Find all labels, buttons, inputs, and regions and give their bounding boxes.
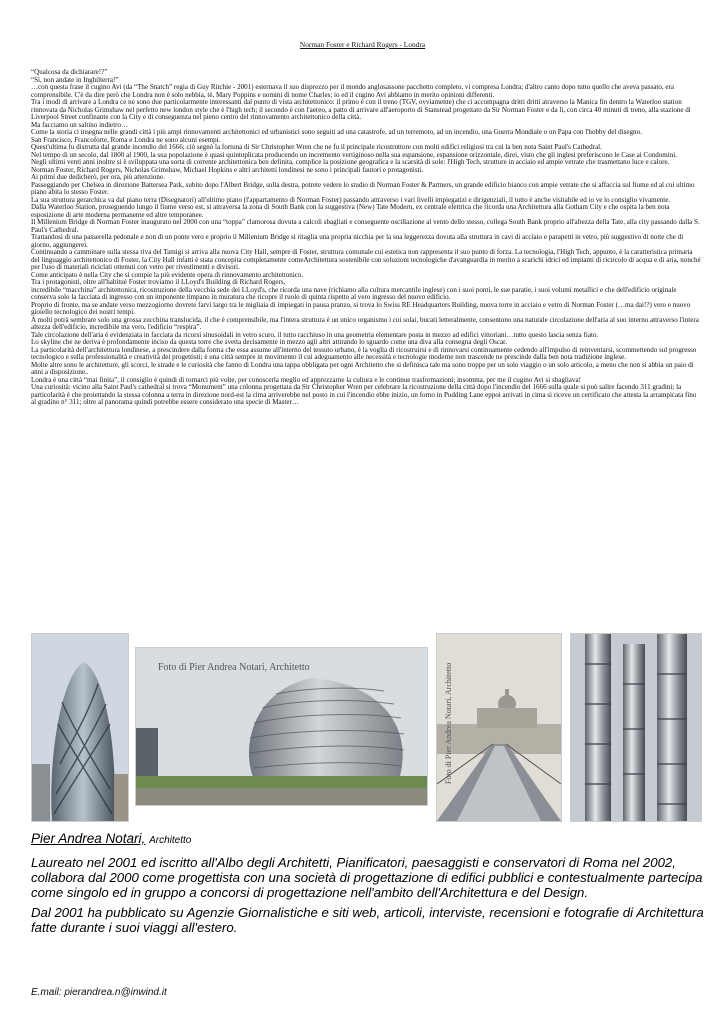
article-paragraph: Passeggiando per Chelsea in direzione Battersea Park, subito dopo l'Albert Bridge, sulla destra, potrete vedere lo studio di Norman Foster & Partners, un grande edificio bianco con ampie vetrate che si affaccia sul fiume ed al cui ultimo piano abita lo stesso Foster. [31, 180, 695, 196]
article-paragraph: Londra è una città “mai finita”, il consiglio è quindi di tornarci più volte, per conoscerla meglio ed apprezzarne la cultura e le continue trasformazioni; insomma, per me il cugino Avi si sbagliava! [31, 375, 581, 384]
article-paragraph: Molte altre sono le architetture, gli scorci, le strade e le curiosità che fanno di Londra una tappa obbligata per ogni Architetto che si definisca tale ma sono troppe per un solo viaggio o un solo articolo, a meno che non si abbia un paio di anni a disposizione.. [31, 360, 694, 376]
article-paragraph: Proprio di fronte, ma se andate verso mezzogiorno dovrete farvi largo tra le migliaia di impiegati in pausa pranzo, si trova lo Swiss RE Headquarters Building, nuova torre in acciaio e vetro di Norman Foster (…ma dai!?) vero e nuovo gioiello tecnologico dei nostri tempi. [31, 300, 691, 316]
article-paragraph: Il Millenium Bridge di Norman Foster inaugurato nel 2000 con una “toppa” clamorosa dovuta a calcoli sbagliati e conseguente oscillazione al vento dello stesso, collega South Bank proprio all'altezza della Tate, alla city passando dalla S. Paul's Cathedral. [31, 218, 700, 234]
article-paragraph: Norman Foster, Richard Rogers, Nicholas Grimshaw, Michael Hopkins e altri architetti londinesi ne sono i principali fautori e protagonisti. [31, 165, 424, 174]
article-paragraph: incredibile “macchina” architettonica, ricostruzione della vecchia sede dei LLoyd's, che ricorda una nave (richiamo alla cultura mercantile inglese) con i suoi ponti, le sue paratie, i suoi volumi metallici e che dell'edificio originale conserva solo la facciata di ingresso con un imponente timpano in muratura che ricopre il ruolo di quinta rispetto al vero ingresso del nuovo edificio. [31, 285, 677, 301]
article-paragraph: Tra i protagonisti, oltre all'habitué Foster troviamo il LLoyd's Building di Richard Rogers, [31, 278, 286, 286]
article-paragraph: “Si, non andate in Inghilterra!” [31, 75, 119, 84]
article-paragraph: Tale circolazione dell'aria è evidenziata in facciata da ricorsi sinusoidali in vetro scuro, il tutto racchiuso in una geometria elementare posta in mezzo ad edifici vittoriani…tutto questo lascia senza fiato. [31, 330, 599, 339]
page-title: Norman Foster e Richard Rogers - Londra [299, 40, 426, 49]
article-paragraph: “Qualcosa da dichiarare!?” [31, 68, 108, 76]
article-body [31, 69, 701, 407]
article-paragraph: La sua struttura gerarchica va dal piano terra (Disegnatori) all'ultimo piano (l'appartamento di Norman Foster) passando attraverso i vari livelli impiegatizi e dirigenziali, il tutto è anche visitabile ed io ve lo consiglio vivamente. [31, 195, 671, 204]
photo-city-hall [135, 647, 428, 806]
article-paragraph: Una curiosità: vicino alla Saint Paul's cathedral si trova “Monument” una colonna progettata da Sir Christopher Wren per celebrare la ricostruzione della città dopo l'incendio del 1666 sulla quale si può salire facendo 311 gradini; la particolarità è che proiettando la stessa colonna a terra in direzione nord-est la cima arriverebbe nel posto in cui l'incendio ebbe inizio, un forno in Pudding Lane eppoi arrivati in cima si riceve un certificato che attesta la arrampicata fino al gradino n° 311; oltre al panorama quindi potrebbe essere considerato una specie di Master… [31, 383, 697, 406]
article-paragraph: Trattandosi di una passerella pedonale e non di un ponte vero e proprio il Millenium Bridge si ritaglia una propria nicchia per la sua leggerezza dovuta alla struttura in cavi di acciaio e parapetti in vetro, più suggestivo di notte che di giorno, aggiungerei. [31, 233, 684, 249]
author-email: E.mail: pierandrea.n@inwind.it [31, 987, 167, 998]
article-paragraph: Ai primi due dedicherò, per ora, più attenzione. [31, 173, 165, 181]
article-paragraph: Continuando a camminare sulla stessa riva del Tamigi si arriva alla nuova City Hall, sempre di Foster, struttura comunale cui estetica non rappresenta il suo punto di forza. La tecnologia, l'High Tech, appunto, è la caratteristica primaria del linguaggio architettonico di Foster, la City Hall infatti è stata concepita completamente comeArchitettura sostenibile con soluzioni tecnologiche d'avanguardia in merito a scarichi idrici ed impianti di ricircolo di acqua e di aria, nonché per l'uso di materiali riciclati ottenuti con vetro per rivestimenti e divisori. [31, 248, 701, 271]
article-paragraph: Come anticipato è nella City che si compie la più evidente opera di rinnovamento architettonico. [31, 270, 304, 279]
article-paragraph: Nel tempo di un secolo, dal 1800 al 1900, la sua popolazione è quasi quintuplicata producendo un incremento vertiginoso nella sua espansione, espansione orizzontale, direi, visto che gli inglesi preferiscono le Case ai Condomini. [31, 150, 677, 159]
photo-caption: Foto di Pier Andrea Notari, Architetto [444, 662, 453, 784]
photo-caption: Foto di Pier Andrea Notari, Architetto [158, 662, 310, 673]
author-role: Architetto [149, 835, 192, 846]
article-paragraph: Lo skyline che ne deriva è profondamente inciso da questa torre che svetta decisamente in mezzo agli altri attirando lo sguardo come una diva alla consegna degli Oscar. [31, 338, 507, 346]
photo-lloyds-building [570, 633, 702, 822]
article-paragraph: Ma facciamo un saltino indietro… [31, 120, 129, 129]
article-paragraph: San Francisco, Francoforte, Roma e Londra ne sono alcuni esempi. [31, 135, 221, 144]
author-bio: Dal 2001 ha pubblicato su Agenzie Giornalistiche e siti web, articoli, interviste, recensioni e fotografie di Architettura fatte durante i suoi viaggi all'estero. [31, 904, 704, 935]
article-paragraph: Tra i modi di arrivare a Londra ce ne sono due particolarmente interessanti dal punto di vista architettonico: il primo è con il treno (TGV, ovviamente) che ci accompagna dritti dritti atraverso la Manica fin dentro la Waterloo station rinnovata da Nicholas Grimshaw nel perfetto new london style che è l'high tech; il secondo è con l'aereo, a patto di arrivare all'aeroporto di Stanstead progettato da Sir Norman Foster e da lì, con circa 40 minuti di treno, alla stazione di Liverpool Street confinante con la City e di conseguenza nel pieno centro del rinnovamento architettonico della città. [31, 98, 691, 121]
article-paragraph: La particolarità dell'architettura londinese, a prescindere dalla forma che essa assume all'interno del tessuto urbano, è la voglia di ricostruirsi e di rinnovarsi continuamente cedendo all'impulso di reinventarsi, scommettendo sul progresso tecnologico e sulla professionalità e creatività dei progettisti; è una città sempre in movimento il cui adeguamento alle necessità e tecnologie moderne non trascende ne prescinde dalla ben nota tradizione inglese. [31, 345, 697, 361]
article-paragraph: Negli ultimi venti anni inoltre si è sviluppata una sorta di corrente architettonica ben definita, complice la posizione geografica e la scarsità di sole: l'High Tech, strutture in acciaio ed ampie vetrate che trasmettano luce e calore. [31, 158, 670, 166]
photo-swiss-re-tower [31, 633, 129, 822]
article-paragraph: Quest'ultima fu distrutta dal grande incendio del 1666; ciò segnò la fortuna di Sir Christopher Wren che ne fu il principale ricostruttore con molti edifici religiosi tra cui la ben nota Saint Paul's Cathedral. [31, 143, 602, 151]
author-bio: Laureato nel 2001 ed iscritto all'Albo degli Architetti, Pianificatori, paesaggisti e conservatori di Roma nel 2002, collabora dal 2000 come progettista con una società di progettazione di edifici pubblici e contestualmente partecipa come singolo ed in gruppo a concorsi di progettazione nell'ambito dell'Architettura e del Design. [31, 855, 703, 901]
article-paragraph: Come la storia ci insegna nelle grandi città i più ampi rinnovamenti architettonici ed urbanistici sono seguiti ad una catastrofe, ad un terremoto, ad un incendio, una Guerra Mondiale o un Papa con l'hobby del disegno. [31, 128, 642, 136]
photo-millennium-bridge [436, 633, 562, 822]
author-name: Pier Andrea Notari, [31, 831, 146, 846]
article-paragraph: A molti potrà sembrare solo una grossa zucchina translucida, il che è comprensibile, ma l'intera struttura è un unico organismo i cui solai, bucati letteralmente, consentono una naturale circolazione dell'aria al suo interno attraverso l'intera altezza dell'edificio, incredibile ma vero, l'edificio “respira”. [31, 315, 699, 331]
article-paragraph: …con questa frase il cugino Avi (da “The Snatch” regia di Guy Ritchie - 2001) esternava il suo disprezzo per il mondo anglosassone pacchetto completo, vi compresa Londra; d'altro canto dopo tutto quello che aveva passato, era comprensibile. C'è da dire però che Londra non è solo nebbia, tè, Mary Poppins e uomini di nome Charles; io ed il cugino Avi abbiamo in merito opinioni differenti. [31, 83, 674, 99]
article-paragraph: Dalla Waterloo Station, proseguendo lungo il fiume verso est, si attraversa la zona di South Bank con la suggestiva (New) Tate Modern, ex centrale elettrica che ricorda una Architettura alla Gotham City e che ospita la ben nota esposizione di arte moderna permanente ed altre temporanee. [31, 203, 670, 219]
author-block [31, 830, 711, 939]
